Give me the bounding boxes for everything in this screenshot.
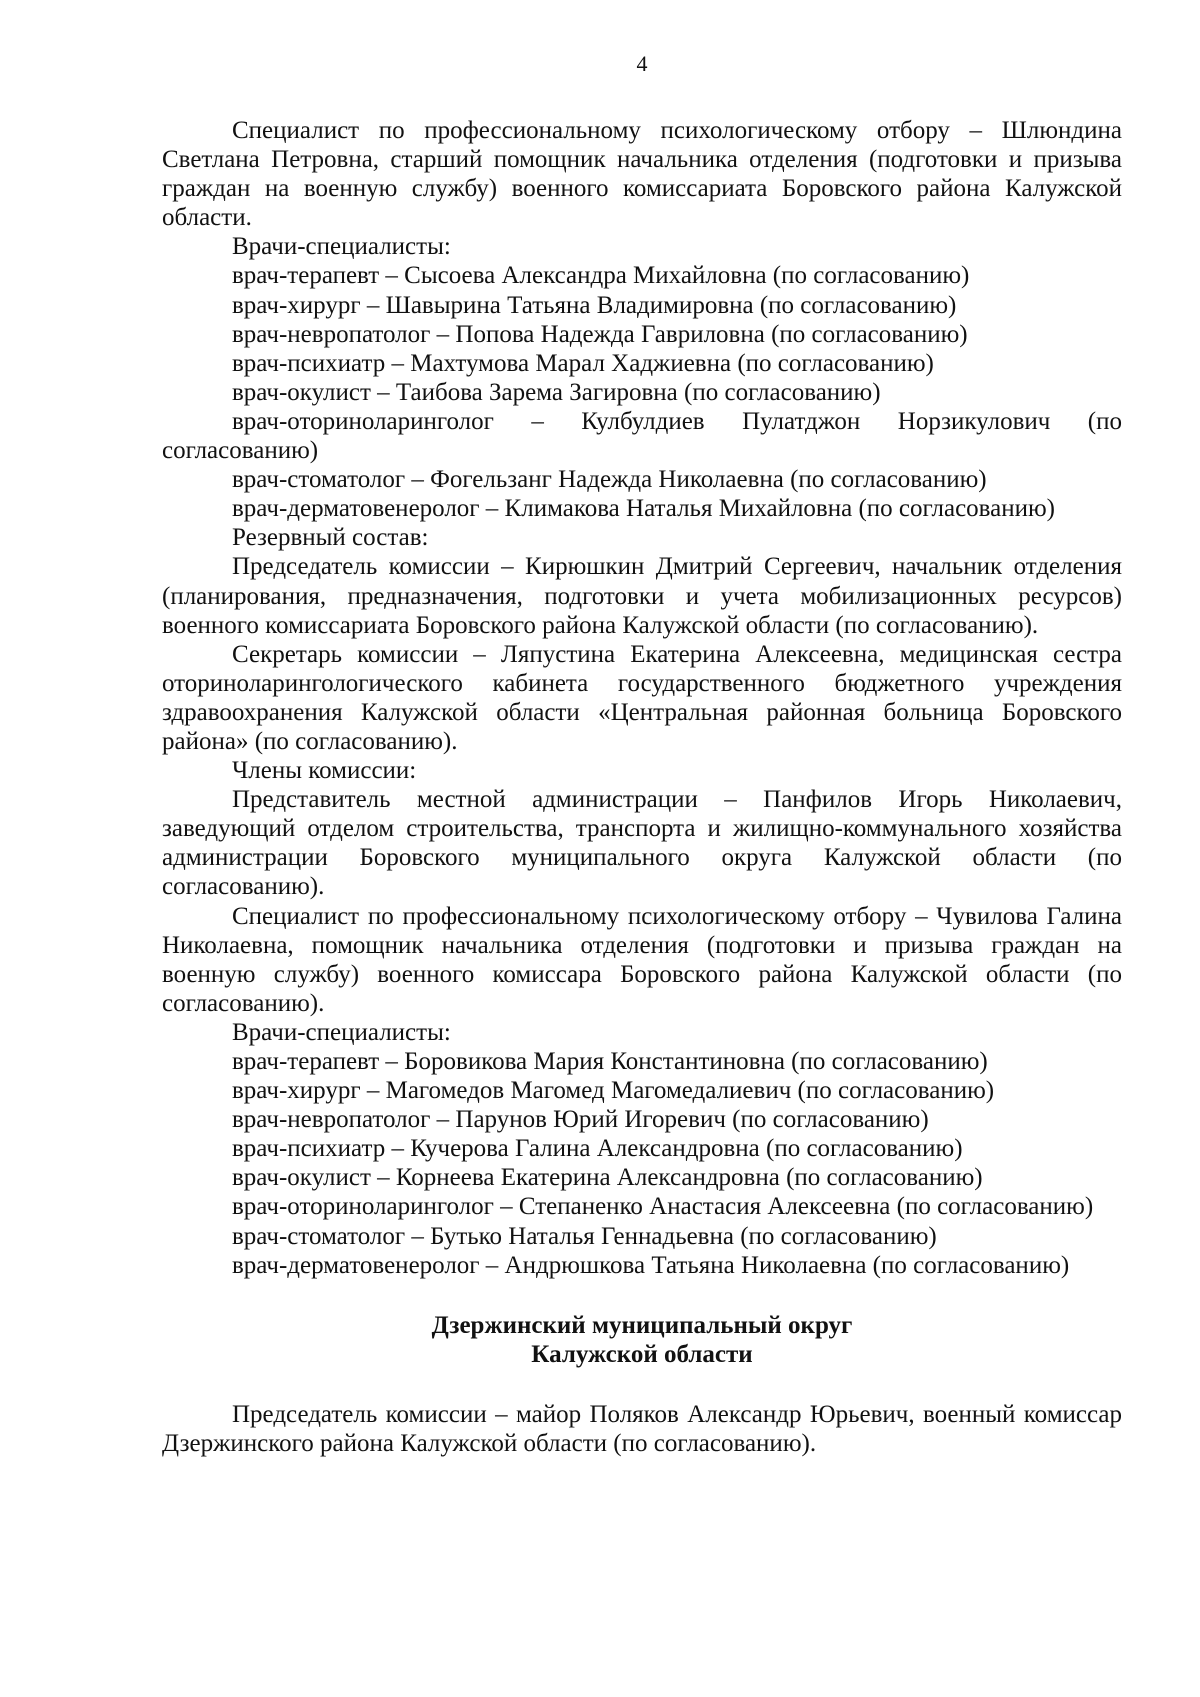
doctor-line: врач-дерматовенеролог – Климакова Наталья Михайловна (по согласованию) <box>232 495 1055 523</box>
doctor-line: врач-хирург – Магомедов Магомед Магомедалиевич (по согласованию) <box>232 1077 995 1105</box>
reserve-chairman-paragraph: Председатель комиссии – Кирюшкин Дмитрий Сергеевич, начальник отделения (планирования, предназначения, подготовки и учета мобилизационных ресурсов) военного комиссариата Боровского района Калужской области (по согласованию). <box>162 553 1122 639</box>
doctor-line: врач-психиатр – Махтумова Марал Хаджиевна (по согласованию) <box>232 349 934 377</box>
doctor-line: врач-невропатолог – Парунов Юрий Игоревич (по согласованию) <box>232 1106 929 1134</box>
reserve-secretary-paragraph: Секретарь комиссии – Ляпустина Екатерина Алексеевна, медицинская сестра оториноларингологического кабинета государственного бюджетного учреждения здравоохранения Калужской области «Центральная районная больница Боровского района» (по согласованию). <box>162 640 1122 755</box>
members-heading: Члены комиссии: <box>232 757 417 785</box>
doctor-line: врач-психиатр – Кучерова Галина Александровна (по согласованию) <box>232 1135 963 1163</box>
local-admin-paragraph: Представитель местной администрации – Панфилов Игорь Николаевич, заведующий отделом строительства, транспорта и жилищно-коммунального хозяйства администрации Боровского муниципального округа Калужской области (по согласованию). <box>162 786 1122 901</box>
doctor-line: врач-терапевт – Боровикова Мария Константиновна (по согласованию) <box>232 1048 988 1075</box>
doctor-line: врач-невропатолог – Попова Надежда Гавриловна (по согласованию) <box>232 320 968 348</box>
doctor-line: врач-хирург – Шавырина Татьяна Владимировна (по согласованию) <box>232 291 957 319</box>
doctor-line: врач-оториноларинголог – Степаненко Анастасия Алексеевна (по согласованию) <box>232 1193 1094 1221</box>
doctor-line: врач-дерматовенеролог – Андрюшкова Татьяна Николаевна (по согласованию) <box>232 1251 1070 1279</box>
doctor-line: врач-оториноларинголог – Кулбулдиев Пулатджон Норзикулович (по согласованию) <box>162 407 1122 465</box>
doctors-heading: Врачи-специалисты: <box>232 233 451 261</box>
reserve-psychologist-paragraph: Специалист по профессиональному психологическому отбору – Чувилова Галина Николаевна, помощник начальника отделения (подготовки и призыва граждан на военную службу) военного комиссара Боровского района Калужской области (по согласованию). <box>162 902 1122 1017</box>
document-page <box>162 52 1122 1458</box>
doctor-line: врач-окулист – Корнеева Екатерина Александровна (по согласованию) <box>232 1164 983 1192</box>
section-title-line1: Дзержинский муниципальный округ <box>431 1311 853 1339</box>
reserve-doctors-heading: Врачи-специалисты: <box>232 1018 451 1046</box>
reserve-heading: Резервный состав: <box>232 524 429 552</box>
section-title-line2: Калужской области <box>531 1340 753 1368</box>
section-title <box>162 1311 1122 1369</box>
section2-chairman-paragraph: Председатель комиссии – майор Поляков Александр Юрьевич, военный комиссар Дзержинского района Калужской области (по согласованию). <box>162 1400 1122 1458</box>
doctor-line: врач-стоматолог – Бутько Наталья Геннадьевна (по согласованию) <box>232 1222 937 1250</box>
psychologist-paragraph: Специалист по профессиональному психологическому отбору – Шлюндина Светлана Петровна, старший помощник начальника отделения (подготовки и призыва граждан на военную службу) военного комиссариата Боровского района Калужской области. <box>162 117 1122 232</box>
doctor-line: врач-окулист – Таибова Зарема Загировна (по согласованию) <box>232 378 881 406</box>
page-number: 4 <box>636 51 648 76</box>
doctor-line: врач-стоматолог – Фогельзанг Надежда Николаевна (по согласованию) <box>232 466 987 494</box>
doctor-line: врач-терапевт – Сысоева Александра Михайловна (по согласованию) <box>232 262 970 290</box>
